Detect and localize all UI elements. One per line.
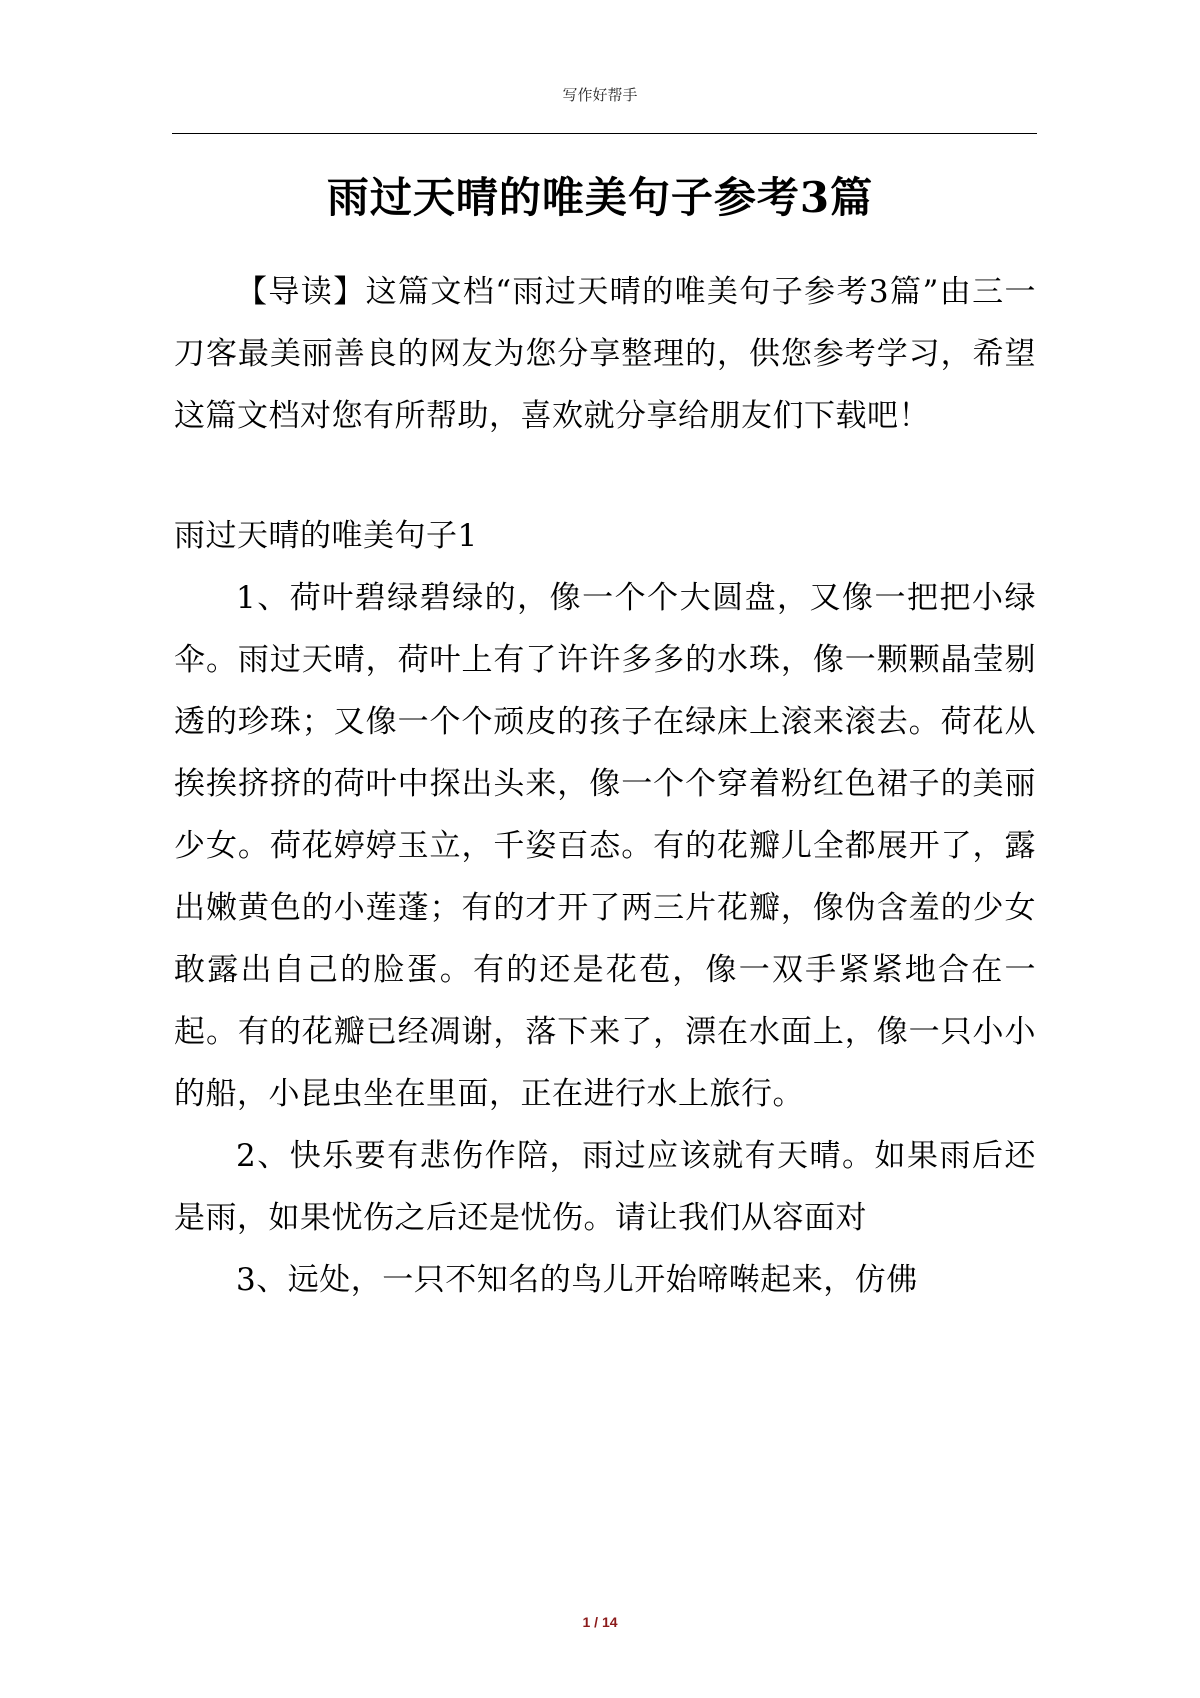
running-header: 写作好帮手 bbox=[562, 86, 638, 104]
document-body bbox=[174, 261, 1036, 1311]
page-indicator: 1 / 14 bbox=[582, 1614, 618, 1630]
body-paragraph-2: 2、快乐要有悲伤作陪，雨过应该就有天晴。如果雨后还是雨，如果忧伤之后还是忧伤。请让我们从容面对 bbox=[174, 1138, 1036, 1236]
header-divider bbox=[172, 133, 1037, 134]
body-paragraph-3: 3、远处，一只不知名的鸟儿开始啼啭起来，仿佛 bbox=[236, 1262, 918, 1298]
body-paragraph-1: 1、荷叶碧绿碧绿的，像一个个大圆盘，又像一把把小绿伞。雨过天晴，荷叶上有了许许多多的水珠，像一颗颗晶莹剔透的珍珠；又像一个个顽皮的孩子在绿床上滚来滚去。荷花从挨挨挤挤的荷叶中探出头来，像一个个穿着粉红色裙子的美丽少女。荷花婷婷玉立，千姿百态。有的花瓣儿全都展开了，露出嫩黄色的小莲蓬；有的才开了两三片花瓣，像伪含羞的少女敢露出自己的脸蛋。有的还是花苞，像一双手紧紧地合在一起。有的花瓣已经凋谢，落下来了，漂在水面上，像一只小小的船，小昆虫坐在里面，正在进行水上旅行。 bbox=[174, 580, 1036, 1112]
document-title: 雨过天晴的唯美句子参考3篇 bbox=[326, 173, 874, 223]
intro-paragraph: 【导读】这篇文档“雨过天晴的唯美句子参考3篇”由三一刀客最美丽善良的网友为您分享整理的，供您参考学习，希望这篇文档对您有所帮助，喜欢就分享给朋友们下载吧！ bbox=[174, 274, 1036, 434]
section-heading: 雨过天晴的唯美句子1 bbox=[174, 518, 478, 554]
